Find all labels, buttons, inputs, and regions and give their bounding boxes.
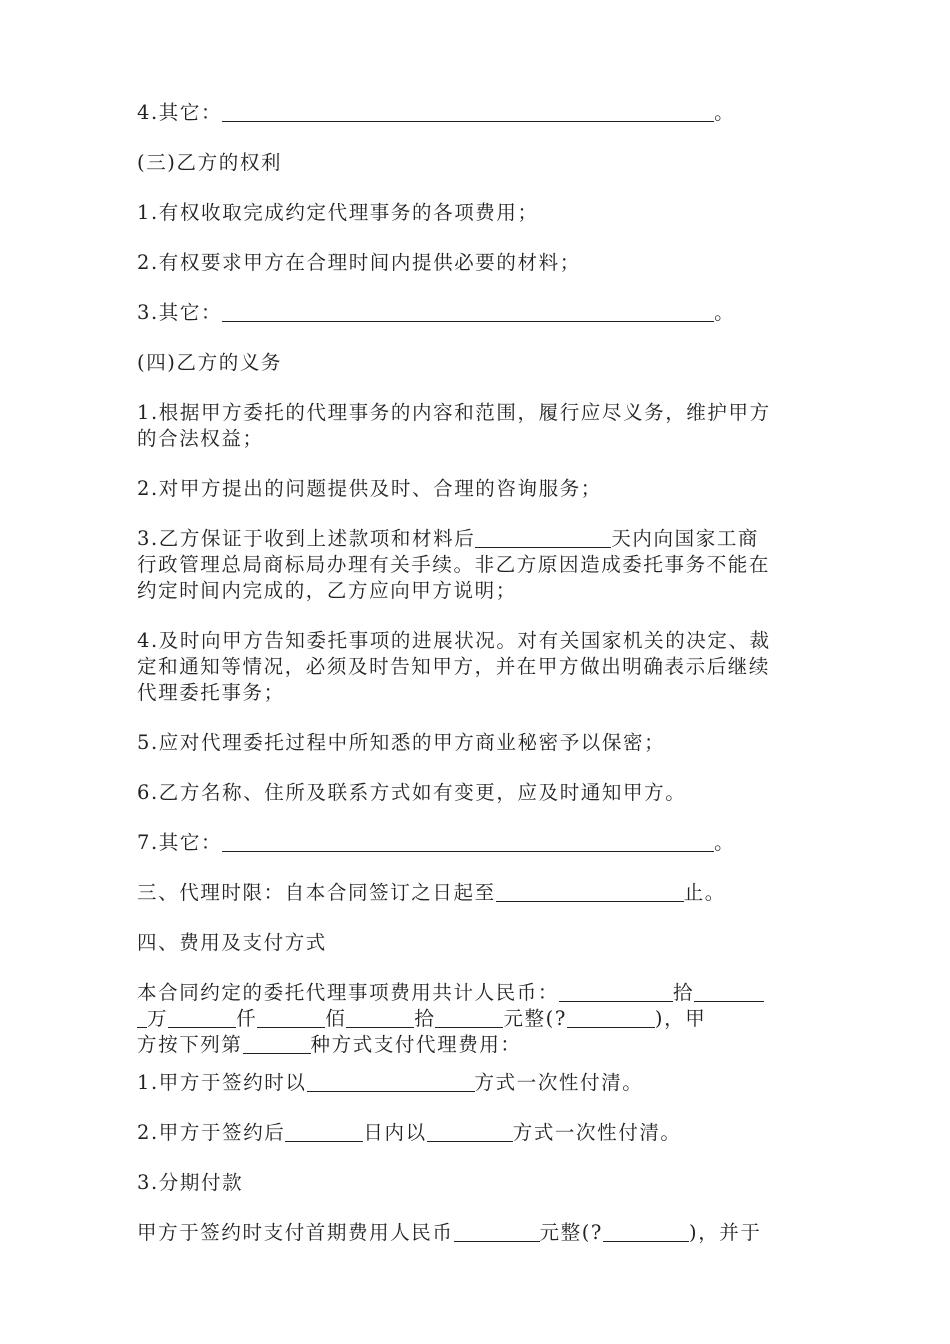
clause-b-obligation-5: 5.应对代理委托过程中所知悉的甲方商业秘密予以保密；: [137, 731, 666, 754]
clause-b-right-2: 2.有权要求甲方在合理时间内提供必要的材料；: [137, 251, 581, 274]
clause-b-obligation-3: 3.乙方保证于收到上述款项和材料后 天内向国家工商 行政管理总局商标局办理有关手续。非乙方原因造成委托事务不能在 约定时间内完成的，乙方应向甲方说明；: [137, 527, 771, 602]
section-heading-fees: 四、费用及支付方式: [137, 931, 327, 954]
clause-b-obligation-1: 1.根据甲方委托的代理事务的内容和范围，履行应尽义务，维护甲方 的合法权益；: [137, 401, 771, 450]
fill-blank[interactable]: [257, 1007, 325, 1028]
fill-blank[interactable]: [222, 301, 714, 322]
fill-blank[interactable]: [222, 831, 714, 852]
section-heading-b-obligations: (四)乙方的义务: [137, 351, 283, 374]
clause-b-right-other: 3.其它： 。: [137, 301, 736, 324]
clause-installment: 甲方于签约时支付首期费用人民币 元整(? )，并于: [137, 1221, 762, 1244]
clause-b-obligation-4: 4.及时向甲方告知委托事项的进展状况。对有关国家机关的决定、裁 定和通知等情况，必须及时告知甲方，并在甲方做出明确表示后继续 代理委托事务；: [137, 629, 771, 704]
clause-b-obligation-2: 2.对甲方提出的问题提供及时、合理的咨询服务；: [137, 477, 602, 500]
clause-b-right-1: 1.有权收取完成约定代理事务的各项费用；: [137, 201, 539, 224]
fill-blank[interactable]: [559, 981, 673, 1002]
clause-payment-1: 1.甲方于签约时以 方式一次性付清。: [137, 1071, 644, 1094]
fill-blank[interactable]: [222, 101, 714, 122]
clause-b-obligation-6: 6.乙方名称、住所及联系方式如有变更，应及时通知甲方。: [137, 781, 687, 804]
fill-blank-end-date[interactable]: [496, 881, 684, 902]
fill-blank[interactable]: [427, 1121, 513, 1142]
clause-label: 7.其它：: [137, 831, 223, 854]
clause-fee-amount: 本合同约定的委托代理事项费用共计人民币： 拾 万 仟 佰 拾 元整(? )，甲 方按下列第 种方式支付代理费用：: [137, 980, 827, 1058]
fill-blank[interactable]: [567, 1007, 655, 1028]
clause-party-a-other: 4.其它： 。: [137, 101, 736, 124]
fill-blank[interactable]: [285, 1121, 363, 1142]
clause-payment-3: 3.分期付款: [137, 1171, 244, 1194]
fill-blank[interactable]: [435, 1007, 503, 1028]
fill-blank[interactable]: [454, 1221, 540, 1242]
clause-payment-2: 2.甲方于签约后 日内以 方式一次性付清。: [137, 1121, 682, 1144]
fill-blank[interactable]: [603, 1221, 689, 1242]
fill-blank[interactable]: [346, 1007, 414, 1028]
clause-label: 3.其它：: [137, 301, 223, 324]
fill-blank[interactable]: [307, 1071, 475, 1092]
fill-blank[interactable]: [137, 1007, 147, 1028]
section-agency-term: 三、代理时限：自本合同签订之日起至 止。: [137, 881, 726, 904]
section-heading-b-rights: (三)乙方的权利: [137, 151, 283, 174]
fill-blank-method-number[interactable]: [243, 1033, 311, 1054]
fill-blank[interactable]: [168, 1007, 236, 1028]
fill-blank[interactable]: [694, 981, 764, 1002]
clause-label: 4.其它：: [137, 101, 223, 124]
fill-blank-days[interactable]: [475, 527, 611, 548]
clause-b-obligation-other: 7.其它： 。: [137, 831, 736, 854]
